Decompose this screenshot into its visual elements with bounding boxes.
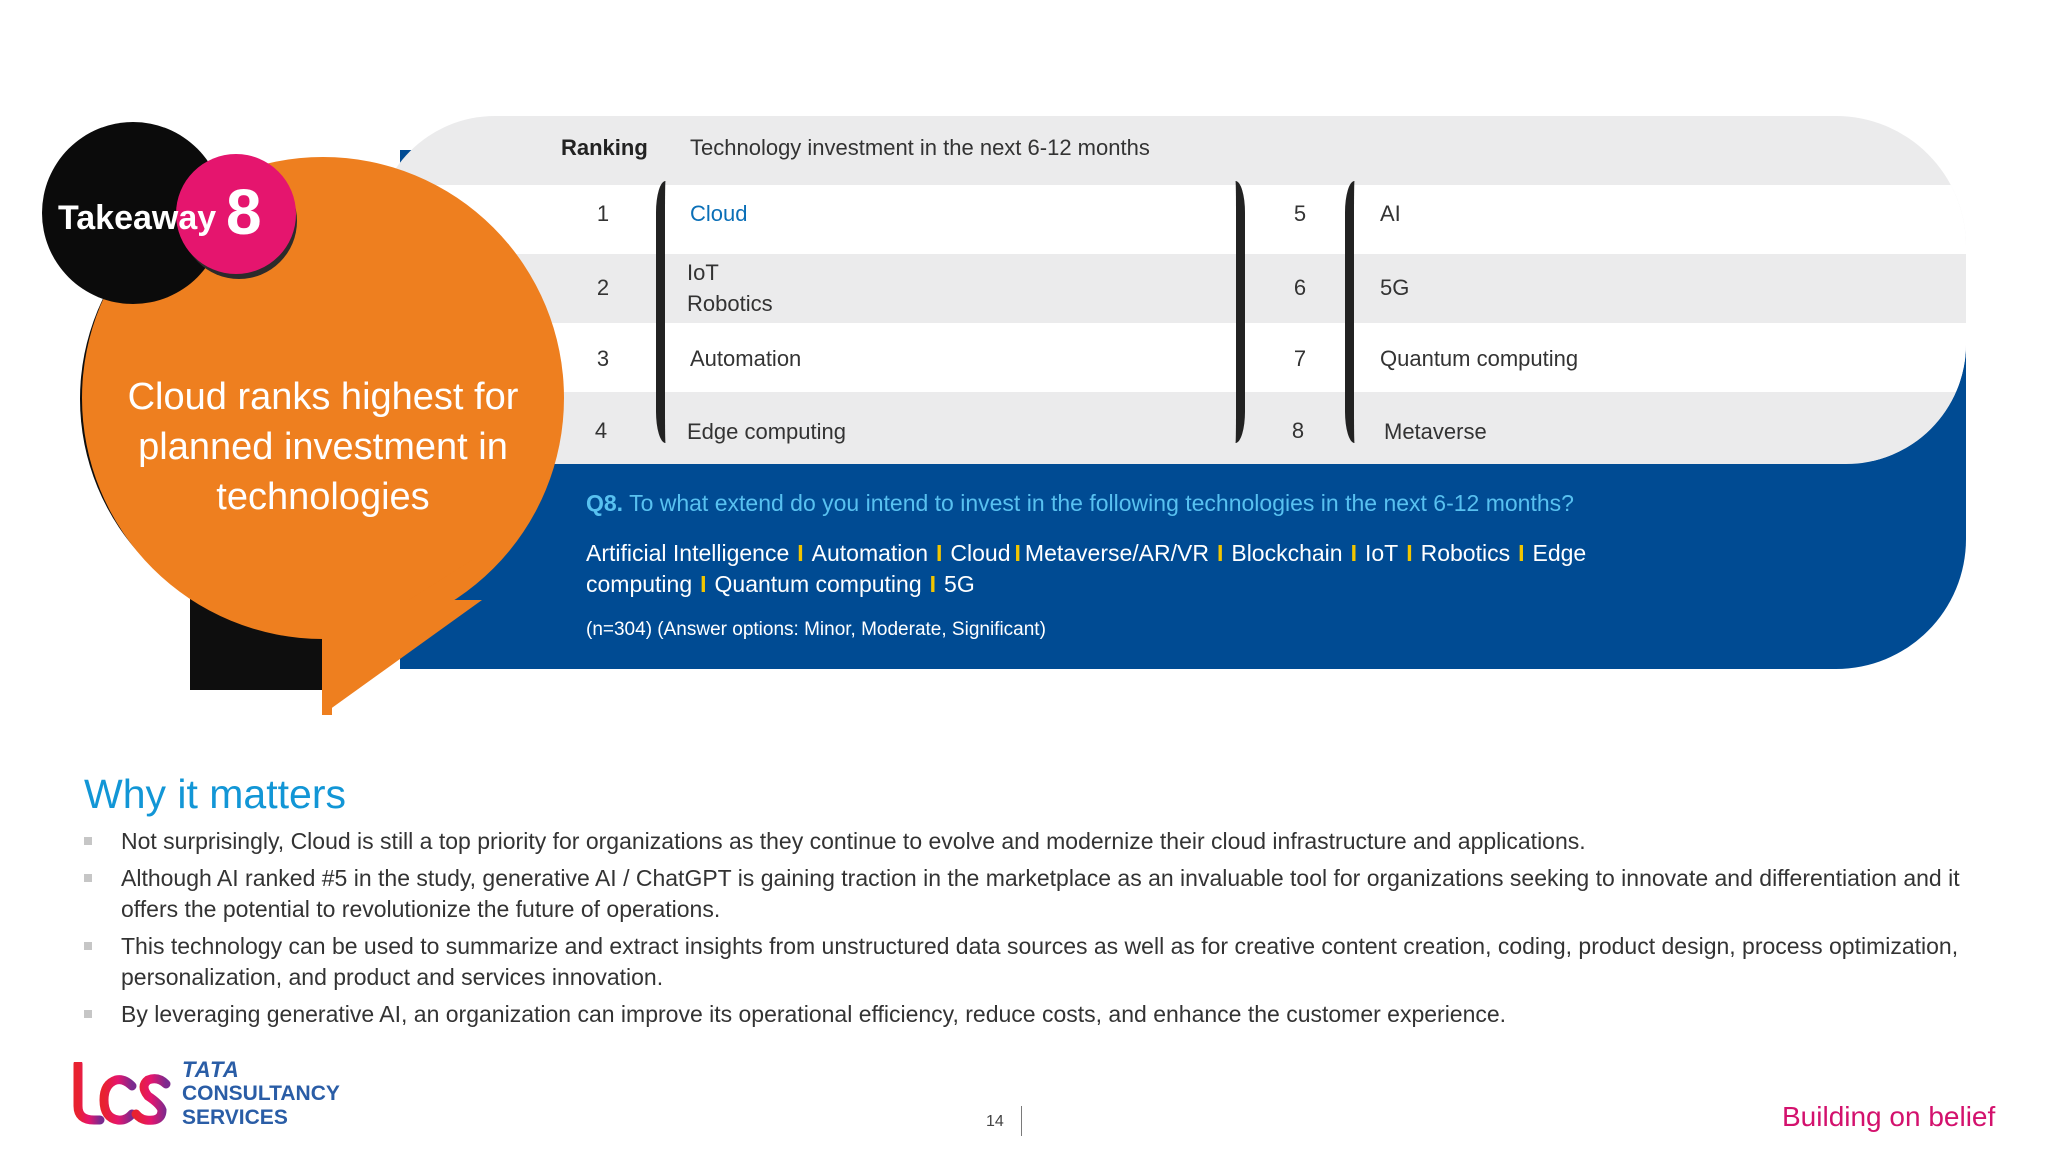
bullet-text: Although AI ranked #5 in the study, generative AI / ChatGPT is gaining traction in the marketplace as an invaluable tool for organizations seeking to innovate and differentiation and it offers the potential to revolutionize the future of operations. [121, 865, 1960, 922]
bullet-marker [84, 1010, 92, 1018]
right-bracket [1345, 181, 1364, 443]
separator: I [1014, 540, 1021, 566]
rank-number: 1 [596, 201, 610, 226]
takeaway-headline [110, 372, 536, 522]
option-item: Artificial Intelligence [586, 540, 790, 566]
page-number: 14 [986, 1113, 1004, 1130]
rank-number: 6 [1293, 275, 1307, 300]
why-bullets [84, 826, 1964, 1036]
company-name [182, 1058, 340, 1130]
survey-question [586, 488, 1574, 518]
bullet-marker [84, 837, 92, 845]
technology-robotics: Robotics [687, 291, 773, 316]
option-item: IoT [1364, 540, 1399, 566]
left-bracket [656, 181, 675, 443]
separator: I [1216, 540, 1224, 566]
answer-technologies [586, 538, 1686, 600]
list-item [84, 931, 1964, 993]
list-item [84, 826, 1964, 857]
technology-5g: 5G [1380, 275, 1410, 300]
sample-note: (n=304) (Answer options: Minor, Moderate, Significant) [586, 619, 1046, 640]
takeaway-label: Takeaway [58, 199, 217, 237]
option-item: Metaverse/AR/VR [1024, 540, 1209, 566]
rank-number: 8 [1291, 418, 1305, 443]
list-item [84, 999, 1964, 1030]
bullet-text: Not surprisingly, Cloud is still a top priority for organizations as they continue to evolve and modernize their cloud infrastructure and applications. [121, 828, 1586, 854]
option-item: Quantum computing [714, 571, 922, 597]
technology-ai: AI [1380, 201, 1401, 226]
separator: I [929, 571, 937, 597]
divider [1021, 1106, 1022, 1136]
headline-line: Cloud ranks highest for [127, 376, 519, 418]
technology-iot: IoT [687, 260, 719, 285]
ranking-header: Ranking [561, 135, 648, 160]
takeaway-number: 8 [226, 176, 262, 248]
rank-number: 3 [596, 346, 610, 371]
bullet-marker [84, 942, 92, 950]
technology-cloud: Cloud [690, 201, 748, 226]
separator: I [1350, 540, 1357, 566]
separator: I [797, 540, 804, 566]
technology-quantum-computing: Quantum computing [1380, 346, 1579, 371]
option-item: Cloud [950, 540, 1011, 566]
bullet-text: By leveraging generative AI, an organization can improve its operational efficiency, reduce costs, and enhance the customer experience. [121, 1001, 1507, 1027]
headline-line: technologies [216, 476, 430, 518]
separator: I [936, 540, 943, 566]
rank-number: 4 [594, 418, 608, 443]
technology-edge-computing: Edge computing [687, 419, 846, 444]
company-name-line: SERVICES [182, 1106, 288, 1129]
option-item: Blockchain [1231, 540, 1343, 566]
rank-number: 7 [1293, 346, 1307, 371]
technology-header: Technology investment in the next 6-12 months [690, 135, 1150, 160]
separator: I [1406, 540, 1413, 566]
headline-line: planned investment in [138, 426, 508, 468]
tagline: Building on belief [1782, 1101, 1996, 1132]
separator: I [700, 571, 707, 597]
option-item: Robotics [1420, 540, 1511, 566]
list-item [84, 863, 1964, 925]
technology-metaverse: Metaverse [1384, 419, 1487, 444]
rank-number: 5 [1293, 201, 1307, 226]
question-label: Q8. [586, 490, 624, 516]
option-item: Edge computing [586, 540, 1587, 597]
middle-bracket [1226, 181, 1245, 443]
question-text: To what extend do you intend to invest in the following technologies in the next 6-12 months? [629, 490, 1574, 516]
rank-number: 2 [596, 275, 610, 300]
bullet-text: This technology can be used to summarize and extract insights from unstructured data sources as well as for creative content creation, coding, product design, process optimization, personalization, and product and services innovation. [121, 933, 1959, 990]
tcs-logo-icon [66, 1062, 172, 1130]
company-name-line: TATA [182, 1057, 240, 1082]
technology-automation: Automation [690, 346, 802, 371]
section-title: Why it matters [84, 771, 346, 817]
option-item: Automation [811, 540, 929, 566]
option-item: 5G [944, 571, 975, 597]
company-name-line: CONSULTANCY [182, 1082, 340, 1105]
separator: I [1518, 540, 1525, 566]
speech-bubble-tail [322, 600, 502, 720]
bullet-marker [84, 874, 92, 882]
